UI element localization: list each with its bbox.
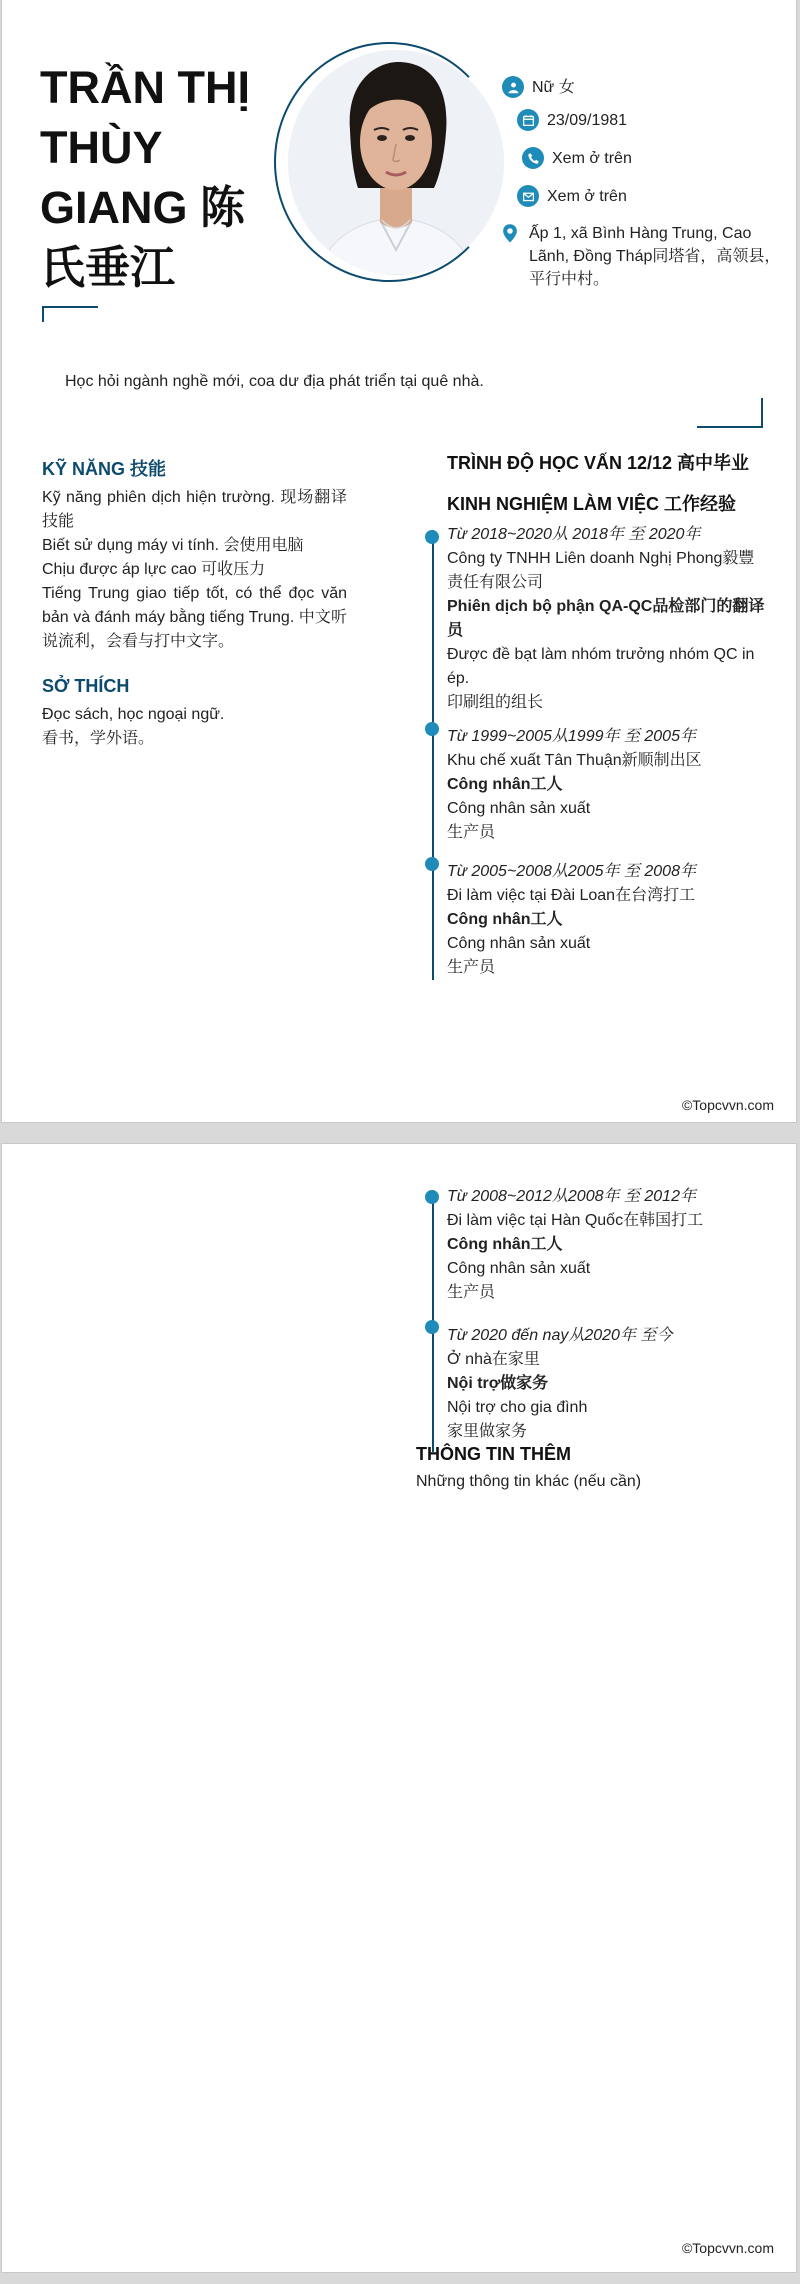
contact-gender [502,76,575,99]
education-title: TRÌNH ĐỘ HỌC VẤN 12/12 高中毕业 [447,453,750,473]
experience-company: Đi làm việc tại Hàn Quốc在韩国打工 [447,1212,704,1229]
experience-position: Công nhân工人 [447,1236,563,1253]
experience-description: Công nhân sản xuất 生产员 [447,935,591,976]
experience-period: Từ 2020 đến nay从2020年 至今 [447,1327,673,1344]
experience-period: Từ 2018~2020从 2018年 至 2020年 [447,526,701,543]
timeline-dot [425,722,439,736]
experience-period: Từ 1999~2005从1999年 至 2005年 [447,728,696,745]
experience-company: Công ty TNHH Liên doanh Nghị Phong毅豐责任有限公司 [447,550,755,591]
footer-watermark: ©Topcvvn.com [681,1097,774,1113]
experience-period: Từ 2008~2012从2008年 至 2012年 [447,1188,696,1205]
contact-dob-text: 23/09/1981 [547,112,628,129]
contact-phone-text: Xem ở trên [552,150,632,167]
timeline-dot [425,857,439,871]
experience-company: Ở nhà在家里 [447,1351,540,1368]
calendar-icon [517,109,539,131]
experience-title: KINH NGHIỆM LÀM VIỆC 工作经验 [447,494,737,514]
experience-position: Phiên dịch bộ phận QA-QC品检部门的翻译员 [447,598,765,639]
experience-item [447,860,767,980]
profile-photo [288,50,504,275]
hobbies-title: SỞ THÍCH [42,676,130,696]
objective-decoration [697,398,763,428]
experience-item [447,523,767,715]
user-icon [502,76,524,98]
experience-description: Công nhân sản xuất 生产员 [447,1260,591,1301]
contact-email-text: Xem ở trên [547,188,627,205]
experience-item [447,1185,767,1305]
contact-gender-text: Nữ 女 [532,79,575,96]
candidate-name: TRẦN THỊ THÙY GIANG 陈氏垂江 [40,62,250,293]
skills-section [42,456,347,654]
cv-page-1 [2,0,796,1122]
timeline-dot [425,1320,439,1334]
skills-text: Kỹ năng phiên dịch hiện trường. 现场翻译技能 Biết sử dụng máy vi tính. 会使用电脑 Chịu được áp lực cao 可收压力 Tiếng Trung giao tiếp tốt, có thể đọc văn bản và đánh máy bằng tiếng Trung. 中文听说流利，会看与打中文字。 [42,489,347,650]
contact-address [499,222,789,291]
timeline-dot [425,1190,439,1204]
hobbies-text: Đọc sách, học ngoại ngữ. 看书，学外语。 [42,706,225,747]
extra-info-title: THÔNG TIN THÊM [416,1444,571,1464]
footer-watermark: ©Topcvvn.com [681,2240,774,2256]
contact-email [517,185,627,208]
experience-position: Nội trợ做家务 [447,1375,549,1392]
experience-item [447,725,767,845]
email-icon [517,185,539,207]
name-decoration [42,306,98,322]
timeline-dot [425,530,439,544]
skills-title: KỸ NĂNG 技能 [42,459,167,479]
contact-phone [522,147,632,170]
contact-dob [517,109,627,132]
experience-position: Công nhân工人 [447,776,563,793]
cv-page-2 [2,1144,796,2272]
map-pin-icon [499,222,521,244]
contact-address-text: Ấp 1, xã Bình Hàng Trung, Cao Lãnh, Đồng Tháp同塔省，高领县，平行中村。 [529,225,781,288]
experience-description: Được đề bạt làm nhóm trưởng nhóm QC in ép. 印刷组的组长 [447,646,755,711]
experience-description: Nội trợ cho gia đình 家里做家务 [447,1399,588,1440]
career-objective: Học hỏi ngành nghề mới, coa dư địa phát triển tại quê nhà. [65,373,484,390]
extra-info-text: Những thông tin khác (nếu cần) [416,1473,642,1490]
experience-period: Từ 2005~2008从2005年 至 2008年 [447,863,696,880]
experience-description: Công nhân sản xuất 生产员 [447,800,591,841]
hobbies-section [42,673,347,751]
phone-icon [522,147,544,169]
experience-position: Công nhân工人 [447,911,563,928]
timeline-line [432,530,434,980]
experience-company: Đi làm việc tại Đài Loan在台湾打工 [447,887,696,904]
experience-item [447,1324,767,1444]
experience-company: Khu chế xuất Tân Thuận新顺制出区 [447,752,702,769]
